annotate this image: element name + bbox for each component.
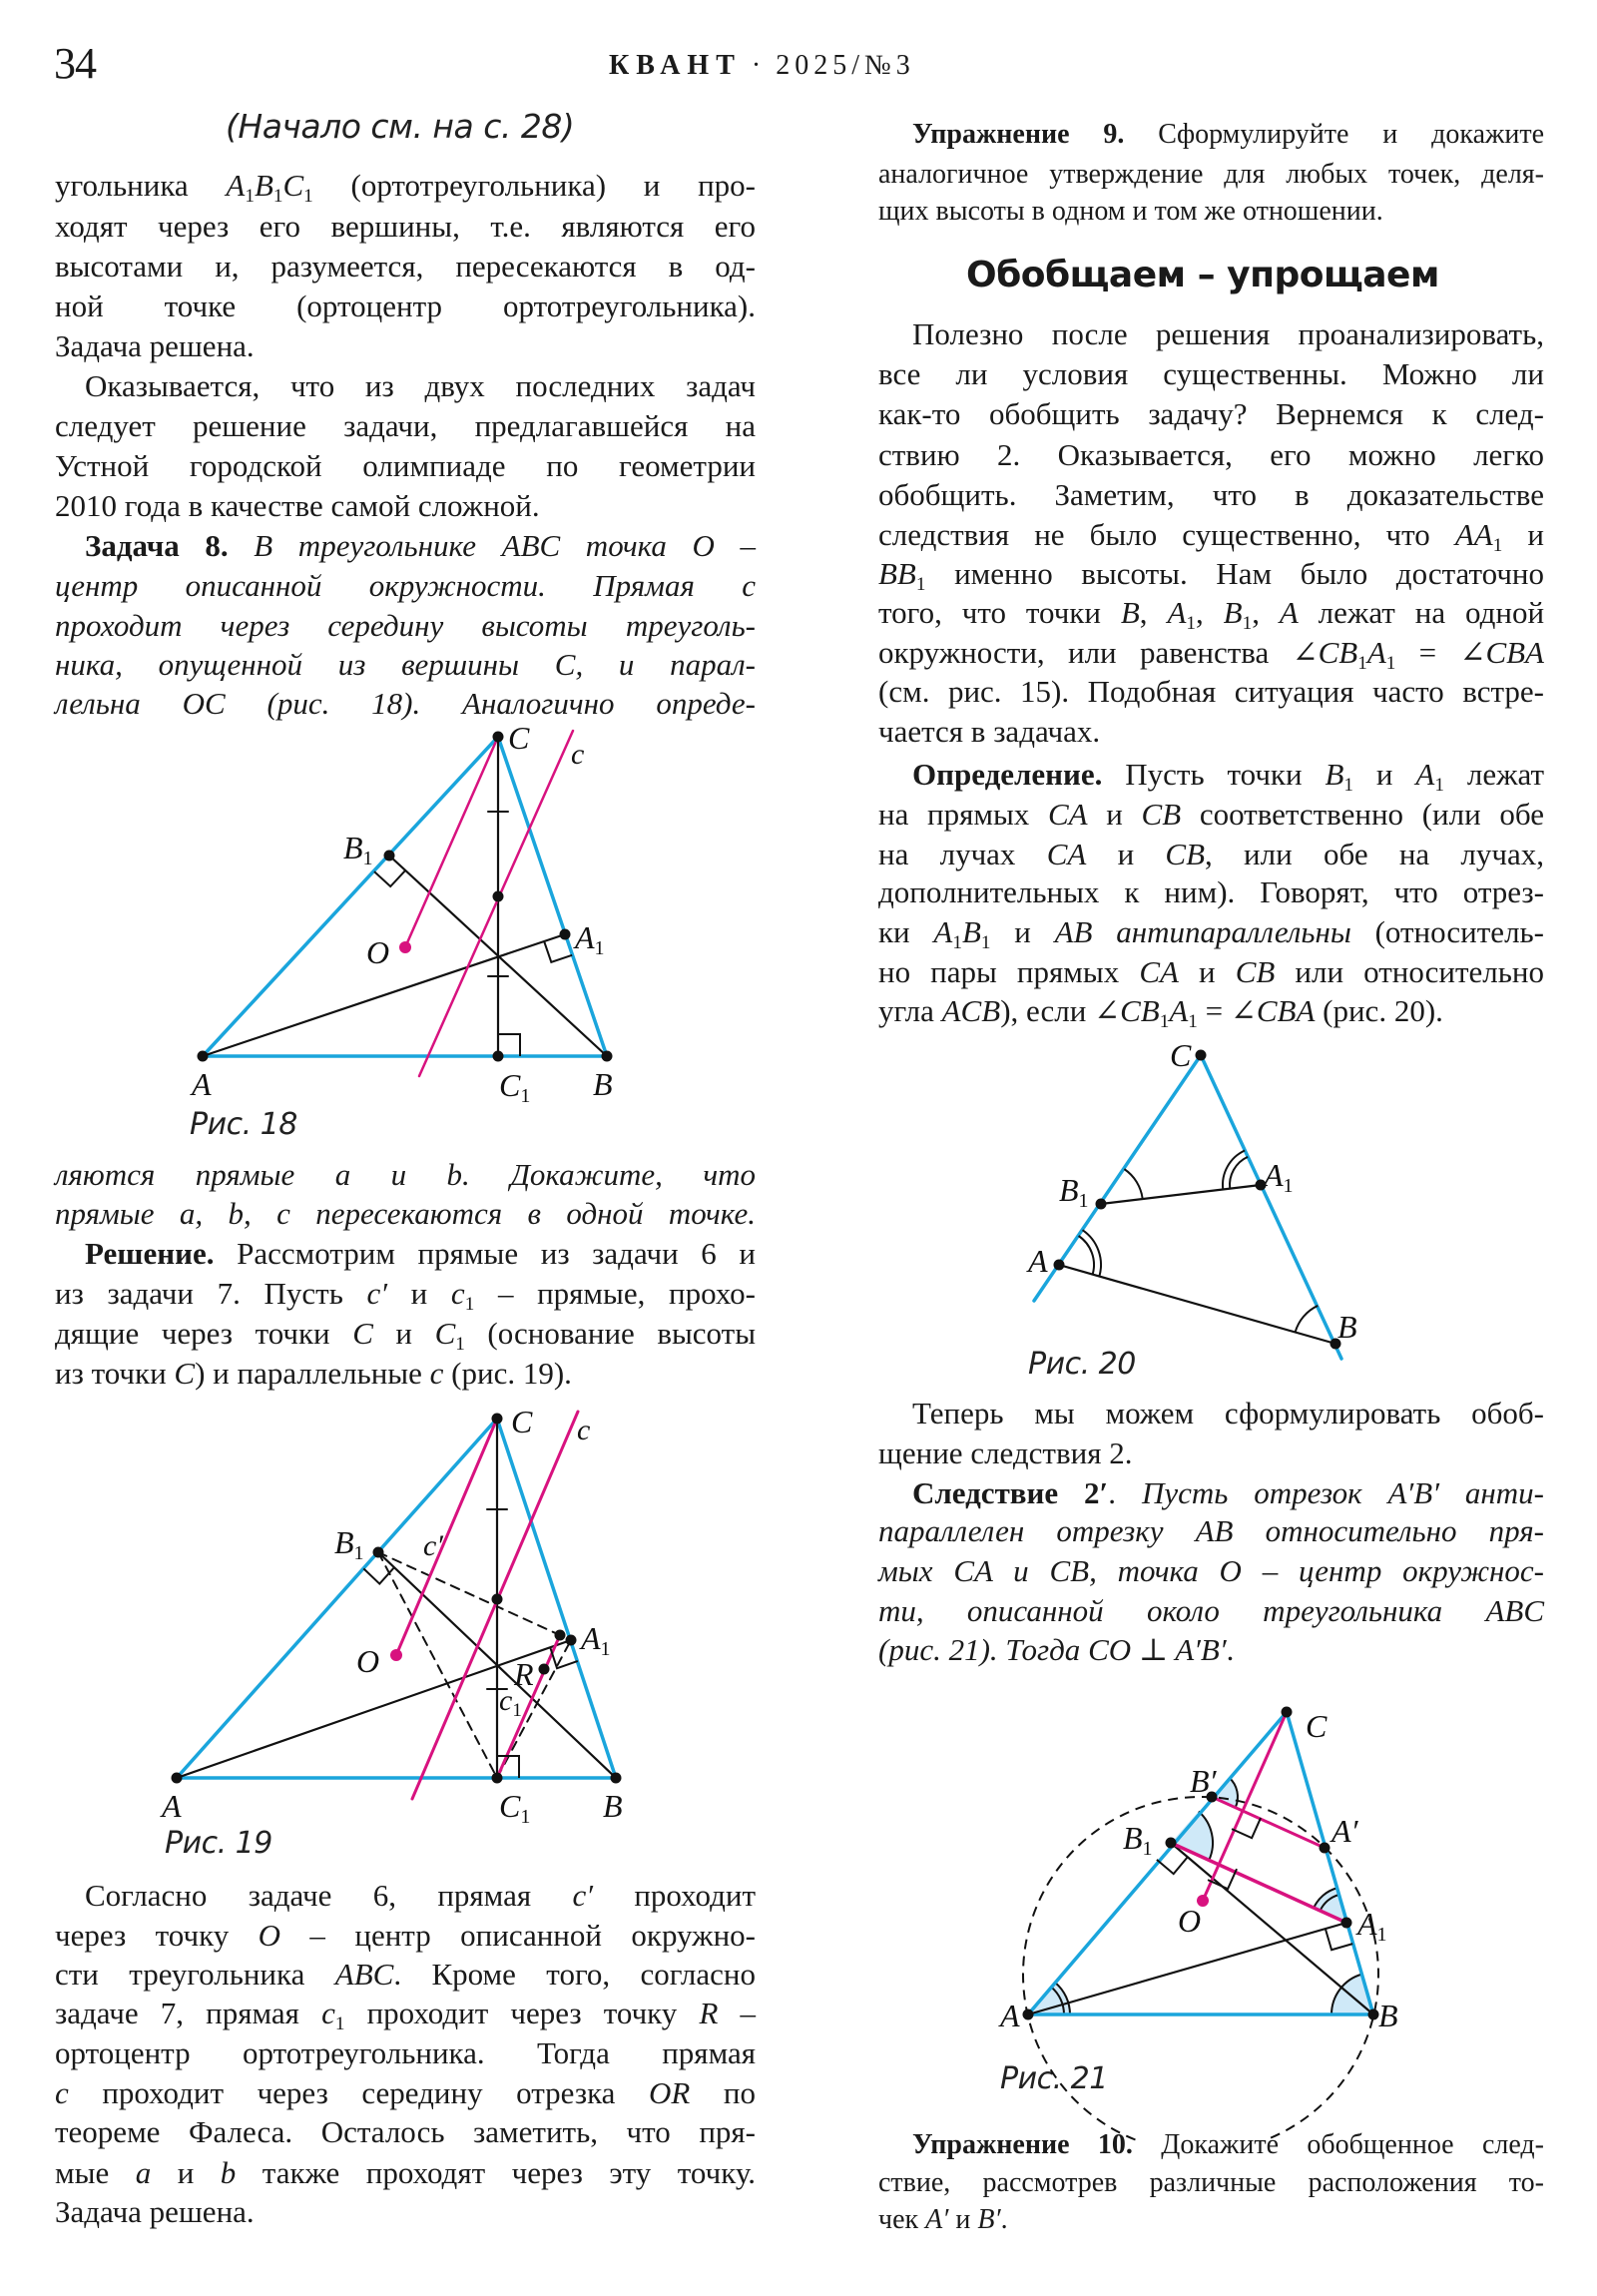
point-M: [492, 1594, 503, 1605]
text-run: чек: [878, 2204, 926, 2235]
text-run: ABC: [501, 528, 561, 563]
point-B: [1368, 2009, 1379, 2020]
point-M: [493, 891, 504, 902]
text-run: ) и параллельные: [195, 1356, 430, 1391]
text-run: R: [699, 1996, 719, 2030]
text-run: =: [1395, 635, 1460, 670]
text-run: A: [226, 168, 246, 203]
text-run: Рассмотрим прямые из задачи 6 и: [214, 1236, 756, 1271]
point-C1: [492, 1773, 503, 1784]
text-run: но пары прямых: [878, 954, 1140, 989]
text-run: того, что точки: [878, 595, 1121, 630]
text-run: .: [1226, 1632, 1235, 1667]
right-angle-mark: [374, 870, 405, 886]
text-run: ∠CBA: [1230, 993, 1316, 1028]
text-run: A: [1279, 595, 1299, 630]
text-run: и: [1178, 954, 1236, 989]
point-P: [555, 1630, 566, 1641]
subscript: 1: [1188, 1010, 1198, 1032]
journal-name: КВАНТ: [609, 50, 742, 81]
bold-term: Задача 8.: [85, 528, 229, 563]
text-run: на лучах: [878, 837, 1047, 871]
text-run: и: [372, 1316, 435, 1351]
text-run: все ли условия существенны. Можно ли: [878, 356, 1544, 391]
text-run: мые: [55, 2155, 136, 2190]
text-run: C: [352, 1316, 373, 1351]
text-run: и: [1353, 757, 1416, 792]
point-O-circumcenter: [399, 941, 411, 953]
text-run: BB: [878, 556, 916, 591]
text-run: проходит через середину высоты треуголь-: [55, 608, 756, 643]
label-B: B: [1378, 1998, 1398, 2033]
bold-term: Упражнение 10.: [912, 2129, 1133, 2160]
angle-CA1B1-arc-inner: [1230, 1157, 1248, 1189]
text-run: аналогичное утверждение для любых точек, деля-: [878, 159, 1544, 190]
bold-term: Определение.: [912, 757, 1103, 792]
text-run: Теперь мы можем сформулировать обоб-: [912, 1396, 1544, 1431]
text-run: Устной городской олимпиаде по геометрии: [55, 448, 756, 483]
point-B1: [384, 851, 395, 861]
bold-term: Упражнение 9.: [912, 119, 1125, 150]
side-BC: [497, 1419, 616, 1778]
text-run: на прямых: [878, 797, 1048, 832]
text-run: ,: [1195, 595, 1224, 630]
figure-20-caption: Рис. 20: [1028, 1347, 1136, 1382]
point-R: [539, 1664, 550, 1675]
text-run: теореме Фалеса. Осталось заметить, что пря-: [55, 2114, 756, 2149]
subscript: 1: [1492, 534, 1503, 556]
text-run: мых CA и CB, точка O – центр окружнос-: [878, 1553, 1544, 1588]
label-O: O: [366, 934, 390, 970]
side-AC: [1028, 1712, 1287, 2014]
text-run: (ортотреугольника) и про-: [312, 168, 756, 203]
text-run: Докажите обобщенное след-: [1132, 2129, 1545, 2160]
text-run: B′: [977, 2204, 1001, 2235]
point-C1: [493, 1051, 504, 1062]
text-run: прямые a, b, c пересекаются в одной точке.: [55, 1196, 756, 1231]
text-run: B: [254, 168, 273, 203]
segment-CO: [1203, 1712, 1287, 1901]
text-run: A: [1169, 993, 1189, 1028]
text-run: Задача решена.: [55, 2194, 255, 2229]
text-run: OR: [649, 2075, 691, 2110]
subscript: 1: [303, 185, 313, 207]
angle-CB1A1-arc: [1124, 1169, 1142, 1199]
text-run: проходит через точку: [344, 1996, 700, 2030]
text-run: и: [1086, 837, 1166, 871]
text-run: c: [55, 2075, 69, 2110]
text-run: ,: [1139, 595, 1168, 630]
ray-CB: [1201, 1055, 1341, 1359]
text-run: Сформулируйте и докажите: [1124, 119, 1545, 150]
text-run: – прямые, прохо-: [474, 1276, 756, 1311]
subscript: 1: [952, 931, 962, 953]
point-A1: [560, 929, 571, 940]
figure-19: [160, 1404, 623, 1828]
text-run: B: [961, 914, 981, 949]
label-Bprime: B′: [1190, 1763, 1217, 1799]
text-run: ляются прямые a и b. Докажите, что: [55, 1157, 756, 1192]
text-run: проходит: [593, 1878, 756, 1913]
point-C: [1282, 1707, 1293, 1718]
bold-term: Решение.: [85, 1236, 215, 1271]
point-A: [198, 1051, 209, 1062]
text-run: – центр описанной окружно-: [280, 1918, 756, 1953]
label-Aprime: A′: [1331, 1813, 1358, 1849]
subscript: 1: [1186, 612, 1196, 634]
label-B: B: [1337, 1309, 1357, 1345]
side-AC: [203, 737, 498, 1056]
text-run: B: [1325, 757, 1344, 792]
label-A1: A1: [575, 919, 605, 959]
label-line-c1: $c_1$: [499, 1684, 522, 1721]
point-Ap: [1320, 1843, 1331, 1854]
angle-CAB-arc-inner: [1079, 1236, 1094, 1275]
text-run: дополнительных к ним). Говорят, что отрез-: [878, 874, 1544, 909]
label-B: B: [603, 1788, 623, 1824]
point-B1: [373, 1547, 384, 1558]
text-run: CB: [1165, 837, 1206, 871]
text-run: ∠CB: [1292, 635, 1358, 670]
text-run: угольника: [55, 168, 227, 203]
text-run: и: [990, 914, 1055, 949]
text-run: и: [948, 2204, 978, 2235]
point-O-circumcenter: [390, 1649, 402, 1661]
label-C: C: [508, 720, 530, 756]
label-A: A: [1000, 1998, 1020, 2033]
label-B1: B1: [1123, 1820, 1153, 1860]
text-run: CO ⊥ A′B′: [1088, 1632, 1227, 1667]
text-run: (рис. 21). Тогда: [878, 1632, 1089, 1667]
text-run: проходит через середину отрезка: [68, 2075, 649, 2110]
text-run: Пусть отрезок A′B′ анти-: [1141, 1475, 1544, 1510]
segment-A1B1: [1101, 1185, 1261, 1204]
text-run: A: [1415, 757, 1435, 792]
label-C1: C1: [499, 1067, 531, 1107]
point-C: [493, 732, 504, 743]
text-run: и: [1502, 517, 1545, 552]
text-run: как-то обобщить задачу? Вернемся к след-: [878, 396, 1544, 431]
point-C: [492, 1414, 503, 1425]
text-run: лежат на одной: [1298, 595, 1545, 630]
text-run: окружности, или равенства: [878, 635, 1293, 670]
point-B1: [1096, 1199, 1107, 1210]
text-run: дящие через точки: [55, 1316, 353, 1351]
subscript: 1: [980, 931, 991, 953]
text-run: центр описанной окружности. Прямая c: [55, 568, 756, 603]
line-c-prime: [396, 1419, 497, 1655]
text-run: CB: [1235, 954, 1276, 989]
section-heading: Обобщаем – упрощаем: [966, 255, 1439, 295]
subscript: 1: [915, 573, 926, 595]
text-run: задаче 7, прямая: [55, 1996, 322, 2030]
text-run: лельна OC (рис. 18). Аналогично опреде-: [55, 686, 756, 721]
label-B: B: [593, 1066, 613, 1102]
text-run: ∠CB: [1094, 993, 1160, 1028]
text-run: ствие, рассмотрев различные расположения то-: [878, 2167, 1544, 2198]
text-run: C: [282, 168, 304, 203]
subscript: 1: [1159, 1010, 1170, 1032]
text-run: c: [429, 1356, 444, 1391]
side-BC: [1287, 1712, 1373, 2014]
text-run: –: [718, 1996, 757, 2030]
text-run: .: [1000, 2204, 1008, 2235]
point-A: [1054, 1260, 1065, 1271]
text-run: ти, описанной около треугольника ABC: [878, 1593, 1544, 1628]
label-O: O: [1178, 1903, 1202, 1939]
subscript: 1: [1343, 774, 1354, 796]
text-run: Полезно после решения проанализировать,: [912, 316, 1544, 351]
side-AC: [177, 1419, 497, 1778]
text-run: b: [220, 2155, 237, 2190]
point-A1: [1341, 1918, 1352, 1929]
figure-20: [1026, 1037, 1357, 1359]
angle-CBA-arc: [1296, 1306, 1319, 1333]
text-run: также проходят через эту точку.: [236, 2155, 756, 2190]
label-C: C: [511, 1404, 533, 1439]
text-run: Согласно задаче 6, прямая: [85, 1878, 573, 1913]
point-C: [1196, 1050, 1207, 1061]
text-run: ABC: [334, 1957, 394, 1992]
text-run: ,: [1252, 595, 1280, 630]
point-B: [611, 1773, 622, 1784]
text-run: ствию 2. Оказывается, его можно легко: [878, 437, 1544, 472]
text-run: и: [387, 1276, 451, 1311]
point-B: [602, 1051, 613, 1062]
text-run: (см. рис. 15). Подобная ситуация часто встре-: [878, 674, 1544, 709]
text-run: ACB: [941, 993, 1001, 1028]
text-run: 2010 года в качестве самой сложной.: [55, 488, 540, 523]
label-line-c: c: [577, 1414, 591, 1446]
label-line-c: c: [571, 738, 585, 771]
text-run: .: [1108, 1475, 1142, 1510]
text-run: точка: [560, 528, 693, 563]
text-run: O: [692, 528, 715, 563]
label-B1: B1: [343, 830, 373, 869]
bold-term: Следствие 2′: [912, 1475, 1109, 1510]
label-A1: A1: [1264, 1157, 1294, 1197]
text-run: и: [151, 2155, 221, 2190]
text-run: AB: [1054, 914, 1093, 949]
right-angle-mark: [363, 1567, 394, 1583]
subscript: 1: [245, 185, 255, 207]
side-BC: [498, 737, 607, 1056]
text-run: из задачи 7. Пусть: [55, 1276, 367, 1311]
orthotriangle-side-B1A1: [378, 1552, 560, 1635]
text-run: A: [933, 914, 953, 949]
orthotriangle-side-B1C1: [378, 1552, 497, 1778]
figure-18: [190, 720, 613, 1107]
text-run: =: [1197, 993, 1231, 1028]
altitude-BB1: [1171, 1843, 1373, 2014]
subscript: 1: [272, 185, 283, 207]
point-B1: [1166, 1838, 1177, 1849]
point-A1: [566, 1635, 577, 1646]
point-A: [172, 1773, 183, 1784]
text-run: угла: [878, 993, 942, 1028]
text-run: Пусть точки: [1102, 757, 1326, 792]
text-run: c: [321, 1996, 335, 2030]
text-run: ), если: [1000, 993, 1095, 1028]
text-run: A′: [925, 2204, 949, 2235]
label-A: A: [162, 1788, 182, 1824]
figure-21-caption: Рис. 21: [1000, 2061, 1108, 2096]
figure-21: [998, 1707, 1398, 2140]
subscript: 1: [1434, 774, 1444, 796]
text-run: щение следствия 2.: [878, 1435, 1133, 1470]
label-B1: B1: [334, 1524, 364, 1564]
text-run: c′: [572, 1878, 593, 1913]
label-A: A: [1028, 1243, 1048, 1279]
text-run: следует решение задачи, предлагавшейся на: [55, 408, 756, 443]
label-B1: B1: [1059, 1172, 1089, 1212]
text-run: (относитель-: [1350, 914, 1544, 949]
text-run: CA: [1139, 954, 1179, 989]
text-run: чается в задачах.: [878, 714, 1101, 749]
text-run: B: [1120, 595, 1140, 630]
text-run: CB: [1141, 797, 1182, 832]
text-run: AA: [1454, 517, 1493, 552]
text-run: параллелен отрезку AB относительно пря-: [878, 1513, 1544, 1548]
text-run: . Кроме того, согласно: [393, 1957, 757, 1992]
text-run: ∠CBA: [1459, 635, 1544, 670]
subscript: 1: [464, 1293, 475, 1315]
label-A: A: [192, 1066, 212, 1102]
text-run: C: [434, 1316, 456, 1351]
text-run: обобщить. Заметим, что в доказательстве: [878, 477, 1544, 512]
subscript: 1: [455, 1333, 465, 1355]
text-run: и: [1087, 797, 1142, 832]
text-run: ходят через его вершины, т.е. являются его: [55, 209, 756, 244]
continuation-note: (Начало см. на с. 28): [226, 107, 575, 146]
text-run: ника, опущенной из вершины C, и парал-: [55, 647, 756, 682]
text-run: В треугольнике: [228, 528, 502, 563]
text-run: или относительно: [1275, 954, 1544, 989]
text-run: c′: [366, 1276, 388, 1311]
text-run: ортоцентр ортотреугольника. Тогда прямая: [55, 2035, 756, 2070]
label-C: C: [1306, 1708, 1328, 1744]
text-run: соответственно (или обе: [1181, 797, 1544, 832]
label-line-c-prime: c′: [423, 1529, 443, 1562]
text-run: высотами и, разумеется, пересекаются в од-: [55, 249, 756, 284]
line-c: [412, 1412, 578, 1799]
text-run: B: [1223, 595, 1243, 630]
point-A: [1023, 2009, 1034, 2020]
page-number: 34: [54, 39, 96, 88]
text-run: (рис. 20).: [1315, 993, 1443, 1028]
label-C1: C1: [499, 1788, 531, 1828]
label-A1: A1: [581, 1620, 611, 1660]
text-run: (рис. 19).: [443, 1356, 572, 1391]
text-run: –: [714, 528, 757, 563]
text-run: CA: [1047, 797, 1088, 832]
figure-19-caption: Рис. 19: [165, 1826, 272, 1861]
text-run: O: [258, 1918, 281, 1953]
text-run: следствия не было существенно, что: [878, 517, 1455, 552]
text-run: антипараллельны: [1092, 914, 1351, 949]
label-C: C: [1170, 1037, 1192, 1073]
subscript: 1: [334, 2012, 345, 2034]
segment-OC: [405, 737, 498, 947]
text-run: Оказывается, что из двух последних задач: [85, 368, 756, 403]
text-run: ной точке (ортоцентр ортотреугольника).: [55, 288, 756, 323]
segment-AB: [1059, 1265, 1335, 1344]
journal-issue: 2025/№3: [776, 50, 915, 81]
text-run: Задача решена.: [55, 328, 255, 363]
text-run: ки: [878, 914, 934, 949]
text-run: A: [1366, 635, 1386, 670]
figure-18-caption: Рис. 18: [190, 1107, 297, 1142]
header-separator: ·: [751, 50, 767, 81]
subscript: 1: [1242, 612, 1253, 634]
text-run: именно высоты. Нам было достаточно: [925, 556, 1544, 591]
text-run: A: [1167, 595, 1187, 630]
label-O: O: [356, 1643, 380, 1679]
text-run: из точки: [55, 1356, 175, 1391]
label-A1: A1: [1357, 1906, 1387, 1946]
text-run: CA: [1046, 837, 1087, 871]
subscript: 1: [1385, 652, 1396, 674]
text-run: a: [135, 2155, 152, 2190]
text-run: лежат: [1443, 757, 1544, 792]
subscript: 1: [1357, 652, 1367, 674]
text-run: , или обе на лучах,: [1205, 837, 1545, 871]
text-run: щих высоты в одном и том же отношении.: [878, 196, 1383, 227]
text-run: сти треугольника: [55, 1957, 335, 1992]
label-R: R: [514, 1656, 534, 1692]
text-run: (основание высоты: [464, 1316, 757, 1351]
text-run: через точку: [55, 1918, 259, 1953]
text-run: C: [174, 1356, 196, 1391]
text-run: по: [690, 2075, 756, 2110]
text-run: c: [450, 1276, 465, 1311]
